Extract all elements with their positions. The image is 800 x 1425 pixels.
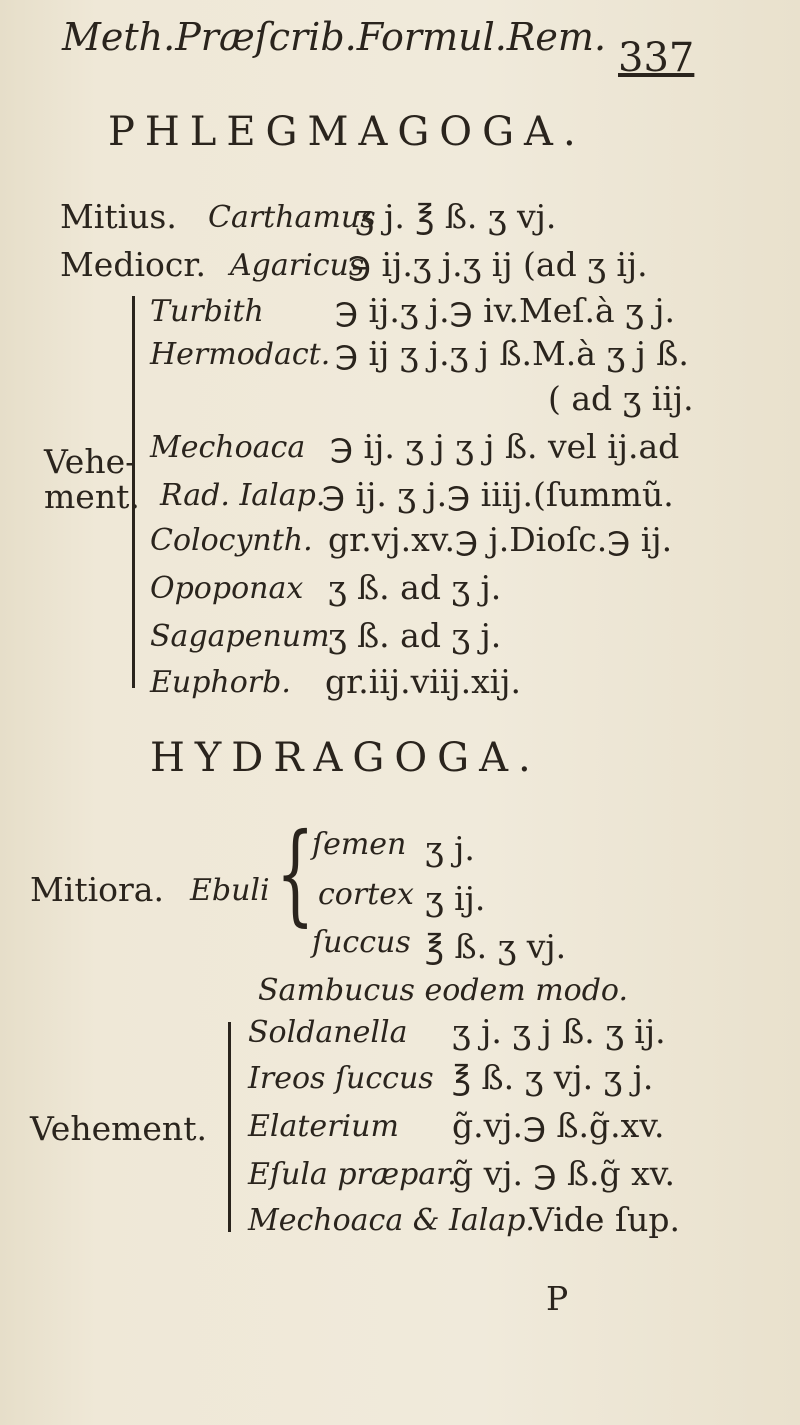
mitius-label: Mitius.: [60, 197, 177, 236]
drug-soldanella: Soldanella: [248, 1015, 408, 1050]
mitiora-dose-semen: ʒ j.: [425, 829, 475, 868]
drug-opoponax: Opoponax: [150, 571, 304, 606]
drug-elaterium: Elaterium: [248, 1109, 399, 1144]
mediocr-drug: Agaricus: [230, 248, 365, 283]
mitiora-part-semen: ſemen: [312, 827, 407, 862]
dose-mechoaca: ℈ ij. ʒ j ʒ j ß. vel ij.ad: [330, 427, 680, 466]
drug-ireos: Ireos ſuccus: [248, 1061, 434, 1096]
section-title-hydragoga: HYDRAGOGA.: [150, 735, 541, 781]
dose-soldanella: ʒ j. ʒ j ß. ʒ ij.: [452, 1012, 666, 1051]
drug-turbith: Turbith: [150, 294, 264, 329]
mediocr-label: Mediocr.: [60, 245, 206, 284]
mitiora-plant: Ebuli: [190, 873, 270, 908]
dose-sagapenum: ʒ ß. ad ʒ j.: [328, 616, 502, 655]
dose-euphorb: gr.iij.viij.xij.: [325, 662, 521, 701]
page-number: 337: [618, 35, 695, 81]
mitiora-dose-cortex: ʒ ij.: [425, 879, 486, 918]
dose-hermodact: ℈ ij ʒ j.ʒ j ß.M.à ʒ j ß.: [335, 334, 689, 373]
drug-colocynth: Colocynth.: [150, 523, 313, 558]
dose-esula: g̃ vj. ℈ ß.g̃ xv.: [452, 1154, 675, 1193]
dose-ireos: ℥ ß. ʒ vj. ʒ j.: [452, 1058, 654, 1097]
drug-mechoaca: Mechoaca: [150, 430, 306, 465]
dose-opoponax: ʒ ß. ad ʒ j.: [328, 568, 502, 607]
drug-sagapenum: Sagapenum: [150, 619, 330, 654]
sambucus-line: Sambucus eodem modo.: [258, 973, 629, 1008]
dose-elaterium: g̃.vj.℈ ß.g̃.xv.: [452, 1106, 665, 1145]
vehement-label-line2: ment.: [44, 477, 140, 516]
drug-esula: Eſula præpar.: [248, 1157, 457, 1192]
mediocr-dose: ℈ ij.ʒ j.ʒ ij (ad ʒ ij.: [348, 245, 648, 284]
mitiora-part-cortex: cortex: [318, 877, 414, 912]
dose-ialap: ℈ ij. ʒ j.℈ iiij.(ſummũ.: [322, 475, 674, 514]
mitius-drug: Carthamus: [208, 200, 376, 235]
mitiora-label: Mitiora.: [30, 870, 164, 909]
drug-ialap: Rad. Ialap.: [160, 478, 326, 513]
hydragoga-vehement-bracket: [228, 1022, 241, 1232]
mitiora-dose-succus: ℥ ß. ʒ vj.: [425, 927, 567, 966]
section-title-phlegmagoga: PHLEGMAGOGA.: [108, 109, 586, 155]
dose-vide-sup: Vide ſup.: [530, 1200, 681, 1239]
dose-ad-iij: ( ad ʒ iij.: [548, 379, 694, 418]
drug-mechoaca-ialap: Mechoaca & Ialap.: [248, 1203, 535, 1238]
dose-turbith: ℈ ij.ʒ j.℈ iv.Meſ.à ʒ j.: [335, 291, 675, 330]
running-title: Meth.Præſcrib.Formul.Rem.: [62, 15, 607, 59]
dose-colocynth: gr.vj.xv.℈ j.Dioſc.℈ ij.: [328, 520, 673, 559]
drug-euphorb: Euphorb.: [150, 665, 291, 700]
mitiora-brace: {: [276, 809, 315, 937]
signature-mark: P: [546, 1279, 569, 1318]
vehement-label-line1: Vehe-: [44, 442, 137, 481]
hydragoga-vehement-label: Vehement.: [30, 1109, 207, 1148]
mitiora-part-succus: ſuccus: [312, 925, 411, 960]
mitius-dose: ʒ j. ℥ ß. ʒ vj.: [355, 197, 557, 236]
drug-hermodact: Hermodact.: [150, 337, 331, 372]
